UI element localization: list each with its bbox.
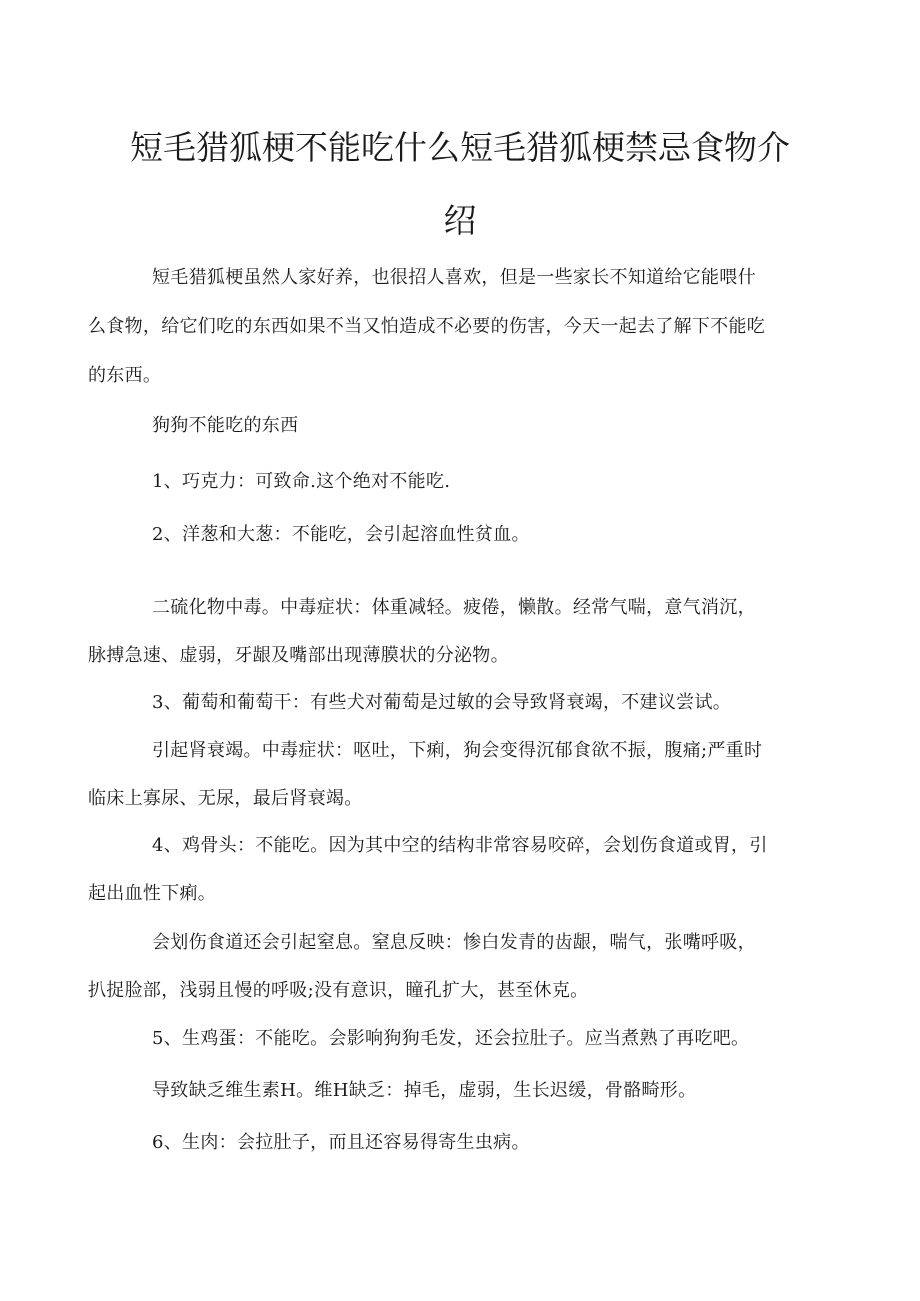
section-heading: 狗狗不能吃的东西 xyxy=(152,415,299,436)
item-1-chocolate: 1、巧克力：可致命.这个绝对不能吃. xyxy=(152,471,451,492)
item-2-onion: 2、洋葱和大葱：不能吃，会引起溶血性贫血。 xyxy=(152,524,530,545)
document-title-line-2: 绍 xyxy=(443,201,477,240)
item-3-grapes: 3、葡萄和葡萄干：有些犬对葡萄是过敏的会导致肾衰竭，不建议尝试。 xyxy=(152,692,732,713)
item-5-detail: 导致缺乏维生素H。维H缺乏：掉毛，虚弱，生长迟缓，骨骼畸形。 xyxy=(152,1080,697,1101)
intro-line-2: 么食物，给它们吃的东西如果不当又怕造成不必要的伤害，今天一起去了解下不能吃 xyxy=(88,316,766,337)
item-2-detail-line-2: 脉搏急速、虚弱，牙龈及嘴部出现薄膜状的分泌物。 xyxy=(88,645,509,666)
document-title-line-1: 短毛猎狐梗不能吃什么短毛猎狐梗禁忌食物介 xyxy=(130,128,790,167)
item-6-raw-meat: 6、生肉：会拉肚子，而且还容易得寄生虫病。 xyxy=(152,1132,530,1153)
intro-line-1: 短毛猎狐梗虽然人家好养，也很招人喜欢，但是一些家长不知道给它能喂什 xyxy=(152,267,756,288)
item-4-detail-line-2: 扒捉脸部，浅弱且慢的呼吸;没有意识，瞳孔扩大，甚至休克。 xyxy=(88,980,589,1001)
item-4-chicken-bone-line-1: 4、鸡骨头：不能吃。因为其中空的结构非常容易咬碎，会划伤食道或胃，引 xyxy=(152,835,768,856)
item-2-detail-line-1: 二硫化物中毒。中毒症状：体重减轻。疲倦，懒散。经常气喘，意气消沉， xyxy=(152,597,756,618)
item-5-raw-egg: 5、生鸡蛋：不能吃。会影响狗狗毛发，还会拉肚子。应当煮熟了再吃吧。 xyxy=(152,1028,750,1049)
item-4-detail-line-1: 会划伤食道还会引起窒息。窒息反映：惨白发青的齿龈，喘气，张嘴呼吸， xyxy=(152,932,756,953)
item-4-chicken-bone-line-2: 起出血性下痢。 xyxy=(88,883,217,904)
item-3-detail-line-2: 临床上寡尿、无尿，最后肾衰竭。 xyxy=(88,788,363,809)
item-3-detail-line-1: 引起肾衰竭。中毒症状：呕吐，下痢，狗会变得沉郁食欲不振，腹痛;严重时 xyxy=(152,740,763,761)
intro-line-3: 的东西。 xyxy=(88,365,162,386)
